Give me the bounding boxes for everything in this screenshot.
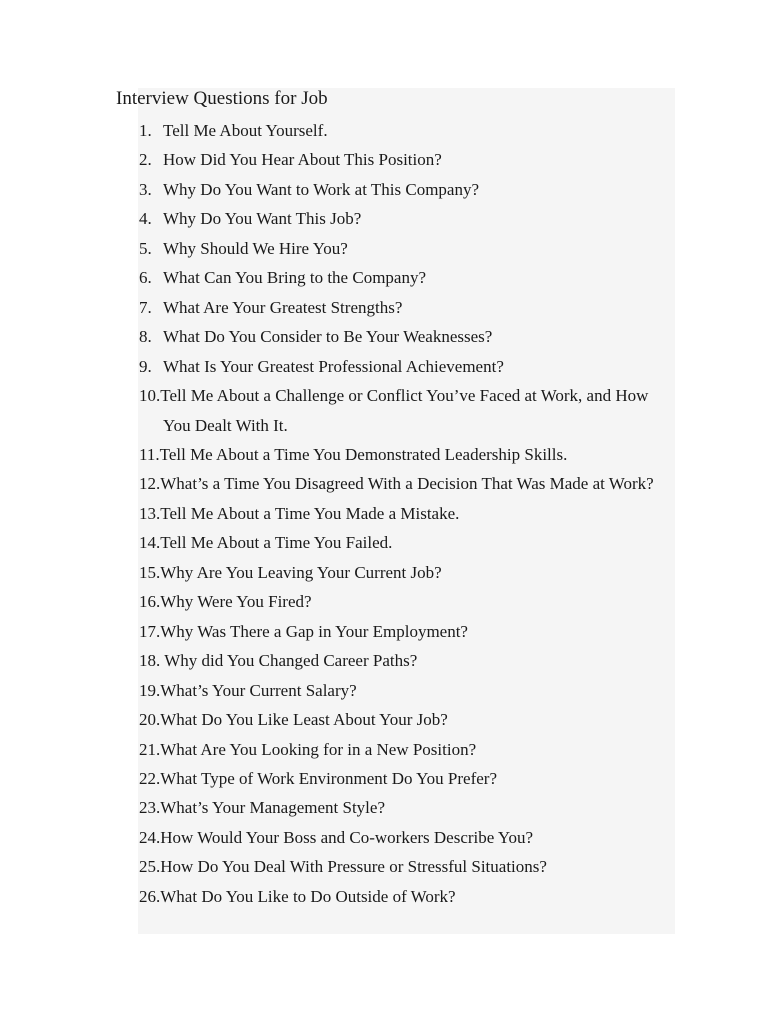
question-number: 19. [139,680,161,700]
question-number: 5. [139,238,152,258]
question-item [139,764,669,793]
question-item [139,793,669,822]
question-item [139,322,669,351]
question-number: 7. [139,297,152,317]
question-text: Tell Me About a Time You Failed. [160,533,393,553]
question-text: How Do You Deal With Pressure or Stressful Situations? [160,857,547,877]
question-number: 4. [139,209,152,229]
document-title: Interview Questions for Job [116,88,328,109]
question-text: How Did You Hear About This Position? [163,150,442,170]
question-text: Why Do You Want to Work at This Company? [163,179,480,199]
question-item [139,646,669,675]
question-number: 18. [139,651,161,671]
question-text: Why did You Changed Career Paths? [160,651,418,671]
question-number: 1. [139,121,152,140]
question-number: 9. [139,356,152,376]
question-number: 2. [139,150,152,170]
question-item [139,705,669,734]
question-number: 15. [139,562,161,582]
question-item [139,234,669,263]
question-number: 26. [139,886,161,906]
question-number: 22. [139,768,161,788]
question-number: 20. [139,710,161,730]
question-number: 23. [139,798,161,818]
question-list [139,116,669,911]
question-item [139,469,669,498]
question-text: Tell Me About a Challenge or Conflict You’ve Faced at Work, and How You Dealt With It. [160,386,649,435]
question-item [139,175,669,204]
question-text: Why Was There a Gap in Your Employment? [160,621,468,641]
question-text: Why Were You Fired? [160,592,312,612]
question-item [139,263,669,292]
question-text: Tell Me About a Time You Made a Mistake. [160,503,460,523]
question-text: What Is Your Greatest Professional Achievement? [163,356,504,376]
question-text: Tell Me About Yourself. [163,121,328,140]
question-item [139,587,669,616]
question-text: Why Are You Leaving Your Current Job? [160,562,442,582]
question-text: What Do You Like to Do Outside of Work? [160,886,456,906]
question-number: 24. [139,827,161,847]
question-item [139,617,669,646]
question-item [139,882,669,911]
question-item [139,676,669,705]
question-item [139,823,669,852]
question-item [139,352,669,381]
question-item [139,440,669,469]
question-number: 12. [139,474,161,494]
question-item [139,381,669,440]
question-number: 17. [139,621,161,641]
question-number: 6. [139,268,152,288]
question-item [139,499,669,528]
question-item [139,852,669,881]
question-number: 13. [139,503,161,523]
question-text: Tell Me About a Time You Demonstrated Leadership Skills. [159,444,568,464]
question-item [139,735,669,764]
question-text: What’s a Time You Disagreed With a Decision That Was Made at Work? [160,474,654,494]
question-item [139,558,669,587]
question-text: What Can You Bring to the Company? [163,268,427,288]
question-number: 3. [139,179,152,199]
question-text: What Are Your Greatest Strengths? [163,297,403,317]
question-text: Why Should We Hire You? [163,238,348,258]
question-text: Why Do You Want This Job? [163,209,362,229]
question-text: What’s Your Management Style? [160,798,385,818]
question-item [139,293,669,322]
question-number: 8. [139,327,152,347]
question-item [139,204,669,233]
question-text: What Do You Like Least About Your Job? [160,710,448,730]
question-number: 10. [139,386,161,406]
question-number: 11. [139,444,160,464]
question-text: What’s Your Current Salary? [160,680,357,700]
question-item [139,116,669,145]
question-item [139,528,669,557]
question-text: How Would Your Boss and Co-workers Describe You? [160,827,534,847]
question-text: What Are You Looking for in a New Position? [160,739,477,759]
question-number: 21. [139,739,161,759]
question-text: What Do You Consider to Be Your Weaknesses? [163,327,493,347]
question-item [139,145,669,174]
question-number: 14. [139,533,161,553]
question-number: 25. [139,857,161,877]
question-number: 16. [139,592,161,612]
question-text: What Type of Work Environment Do You Prefer? [160,768,498,788]
